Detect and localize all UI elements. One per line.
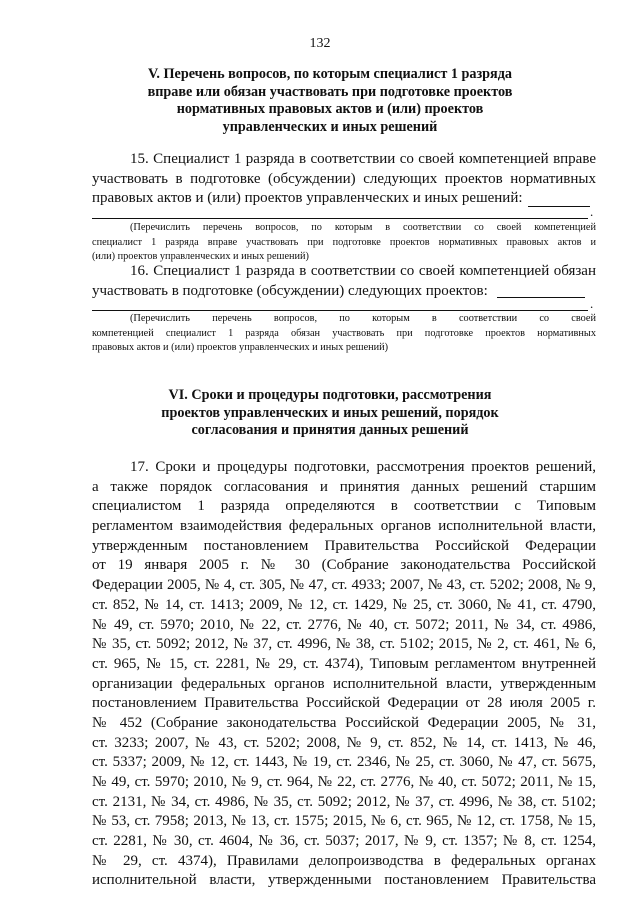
item-16-line: 16. Специалист 1 разряда в соответствии со своей компетенцией обязан <box>130 263 596 279</box>
item-15-note <box>92 221 596 265</box>
section-5-heading-line: V. Перечень вопросов, по которым специалист 1 разряда <box>147 66 513 82</box>
item-16-note-line: (Перечислить перечень вопросов, по которым в соответствии со своей <box>130 313 596 324</box>
section-5-heading <box>110 66 550 136</box>
item-17-line: постановлением Правительства Российской Федерации от 28 июля 2005 г. <box>92 695 596 712</box>
section-6-heading-line: проектов управленческих и иных решений, порядок <box>161 404 499 421</box>
item-17-line: 17. Сроки и процедуры подготовки, рассмотрения проектов решений, <box>130 459 596 475</box>
item-15-note-line: (или) проектов управленческих и иных решений) <box>92 251 309 263</box>
item-15-line: правовых актов и (или) проектов управленческих и иных решений: <box>92 190 523 207</box>
item-16-note <box>92 312 596 356</box>
item-17-line: а также порядок согласования и принятия данных решений старшим <box>92 478 596 495</box>
item-16-note-line: правовых актов и (или) проектов управленческих и иных решений) <box>92 342 389 354</box>
section-6-heading-line: VI. Сроки и процедуры подготовки, рассмотрения <box>168 387 492 403</box>
item-17-line: исполнительной власти, утвержденными постановлением Правительства <box>92 872 596 889</box>
item-15-line: участвовать в подготовке (обсуждении) следующих проектов нормативных <box>92 170 596 187</box>
item-17-line: № 35, ст. 5092; 2012, № 37, ст. 4996, № 38, ст. 5102; 2015, № 2, ст. 461, № 6, <box>92 636 596 653</box>
page-number: 132 <box>309 36 331 51</box>
item-17-line: утвержденным постановлением Правительства Российской Федерации <box>92 537 596 554</box>
item-16-note-line: компетенцией специалист 1 разряда обязан участвовать при подготовке проектов нормативных <box>92 327 596 339</box>
item-15-note-line: специалист 1 разряда вправе участвовать при подготовке проектов нормативных правовых актов и <box>92 236 596 248</box>
line-end-dot: . <box>590 296 594 311</box>
section-5-heading-line: управленческих и иных решений <box>222 118 438 135</box>
item-17-line: ст. 965, № 15, ст. 2281, № 29, ст. 4374), Типовым регламентом внутренней <box>92 655 596 672</box>
item-17-paragraph <box>92 458 596 891</box>
item-17-line: ст. 3233; 2007, № 43, ст. 5202; 2008, № 9, ст. 852, № 14, ст. 1413, № 46, <box>92 734 596 751</box>
section-6-heading-line: согласования и принятия данных решений <box>191 422 469 438</box>
item-17-line: № 49, ст. 5970; 2010, № 22, ст. 2776, № 40, ст. 5072; 2011, № 34, ст. 4986, <box>92 616 596 633</box>
item-17-line: ст. 2131, № 34, ст. 4986, № 35, ст. 5092; 2012, № 37, ст. 4996, № 38, ст. 5102; <box>92 793 596 810</box>
section-5-heading-line: вправе или обязан участвовать при подготовке проектов <box>147 83 513 100</box>
item-17-line: ст. 5337; 2009, № 12, ст. 1443, № 19, ст. 2346, № 25, ст. 3060, № 47, ст. 5675, <box>92 754 596 771</box>
item-17-line: регламентом взаимодействия федеральных органов исполнительной власти, <box>92 518 596 535</box>
item-16-blank-line <box>92 310 588 311</box>
item-16-paragraph <box>92 262 596 301</box>
line-end-dot: . <box>590 204 594 219</box>
item-15-blank-line <box>92 218 588 219</box>
item-17-line: № 452 (Собрание законодательства Российской Федерации 2005, № 31, <box>92 714 596 731</box>
item-15-fill-line <box>528 206 590 207</box>
item-15-paragraph <box>92 150 596 209</box>
item-17-line: № 29, ст. 4374), Правилами делопроизводства в федеральных органах <box>92 852 596 869</box>
section-6-heading <box>110 387 550 440</box>
item-17-line: № 53, ст. 7958; 2013, № 13, ст. 1575; 2015, № 6, ст. 965, № 12, ст. 1758, № 15, <box>92 813 596 830</box>
item-16-line: участвовать в подготовке (обсуждении) следующих проектов: <box>92 282 488 299</box>
item-17-line: специалистом 1 разряда определяются в соответствии с Типовым <box>92 498 596 515</box>
item-17-line: организации федеральных органов исполнительной власти, утвержденным <box>92 675 596 692</box>
section-5-heading-line: нормативных правовых актов и (или) проектов <box>176 101 484 117</box>
item-15-note-line: (Перечислить перечень вопросов, по которым в соответствии со своей компетенцией <box>130 222 596 233</box>
item-17-line: от 19 января 2005 г. № 30 (Собрание законодательства Российской <box>92 557 596 574</box>
item-16-fill-line <box>497 297 585 298</box>
item-17-line: ст. 2281, № 30, ст. 4604, № 36, ст. 5037; 2017, № 9, ст. 1357; № 8, ст. 1254, <box>92 833 596 850</box>
item-17-line: № 49, ст. 5970; 2010, № 9, ст. 964, № 22, ст. 2776, № 40, ст. 5072; 2011, № 15, <box>92 774 596 790</box>
item-15-line: 15. Специалист 1 разряда в соответствии со своей компетенцией вправе <box>130 151 596 167</box>
item-17-line: Федерации 2005, № 4, ст. 305, № 47, ст. 4933; 2007, № 43, ст. 5202; 2008, № 9, <box>92 577 596 594</box>
item-17-line: ст. 852, № 14, ст. 1413; 2009, № 12, ст. 1429, № 25, ст. 3060, № 41, ст. 4790, <box>92 596 596 613</box>
